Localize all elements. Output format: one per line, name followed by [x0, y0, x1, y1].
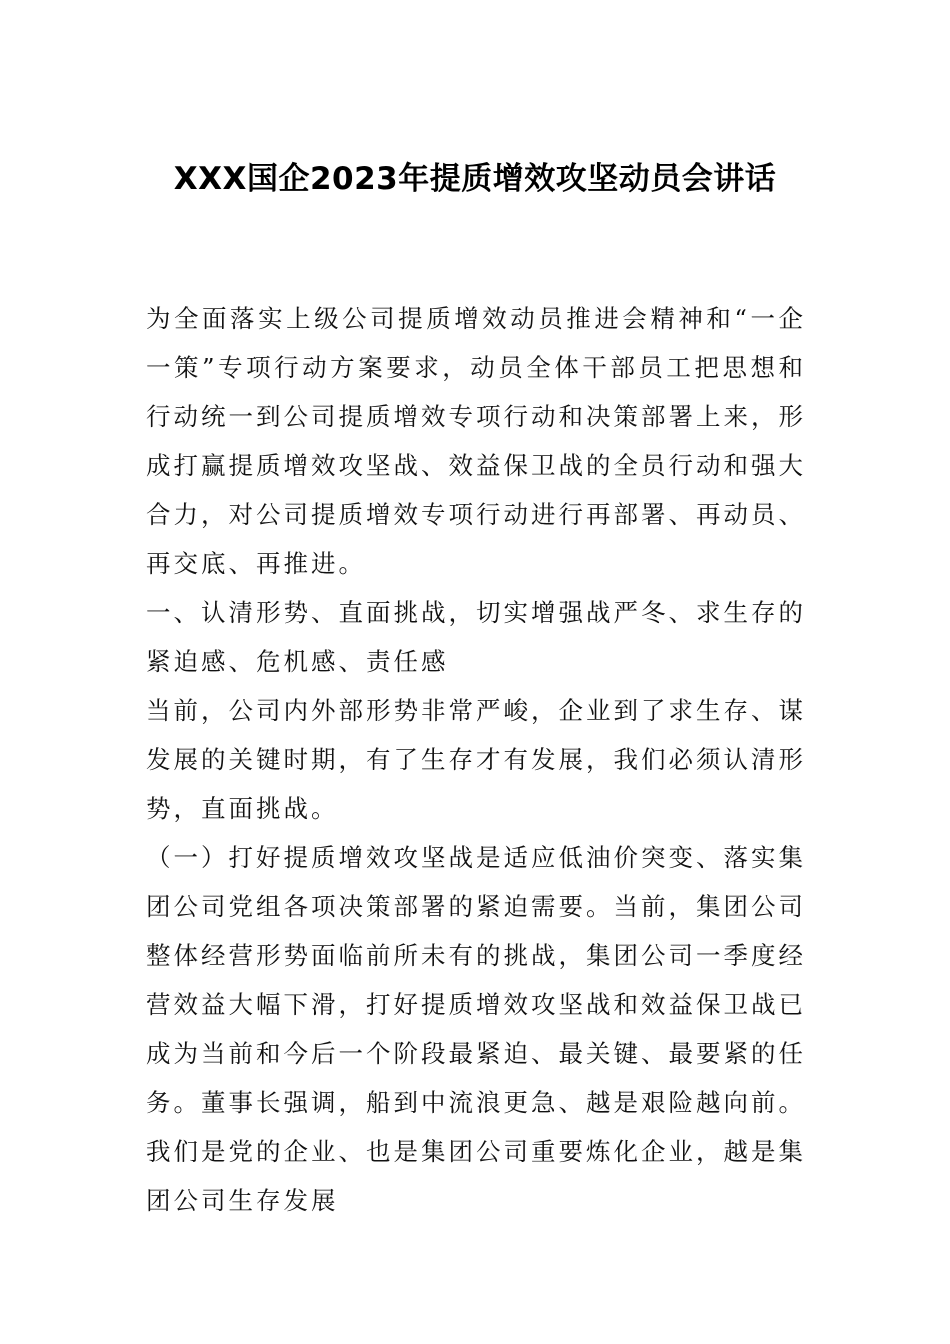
paragraph-situation: 当前，公司内外部形势非常严峻，企业到了求生存、谋发展的关键时期，有了生存才有发展，我们必须认清形势，直面挑战。	[146, 696, 806, 823]
document-body	[146, 294, 806, 1225]
paragraph-subsection-1: （一）打好提质增效攻坚战是适应低油价突变、落实集团公司党组各项决策部署的紧迫需要。当前，集团公司整体经营形势面临前所未有的挑战，集团公司一季度经营效益大幅下滑，打好提质增效攻坚战和效益保卫战已成为当前和今后一个阶段最紧迫、最关键、最要紧的任务。董事长强调，船到中流浪更急、越是艰险越向前。我们是党的企业、也是集团公司重要炼化企业，越是集团公司生存发展	[146, 843, 806, 1215]
document-title: XXX国企2023年提质增效攻坚动员会讲话	[173, 161, 777, 197]
section-heading-1: 一、认清形势、直面挑战，切实增强战严冬、求生存的紧迫感、危机感、责任感	[146, 598, 806, 676]
paragraph-intro: 为全面落实上级公司提质增效动员推进会精神和“一企一策”专项行动方案要求，动员全体干部员工把思想和行动统一到公司提质增效专项行动和决策部署上来，形成打赢提质增效攻坚战、效益保卫战的全员行动和强大合力，对公司提质增效专项行动进行再部署、再动员、再交底、再推进。	[146, 304, 806, 578]
